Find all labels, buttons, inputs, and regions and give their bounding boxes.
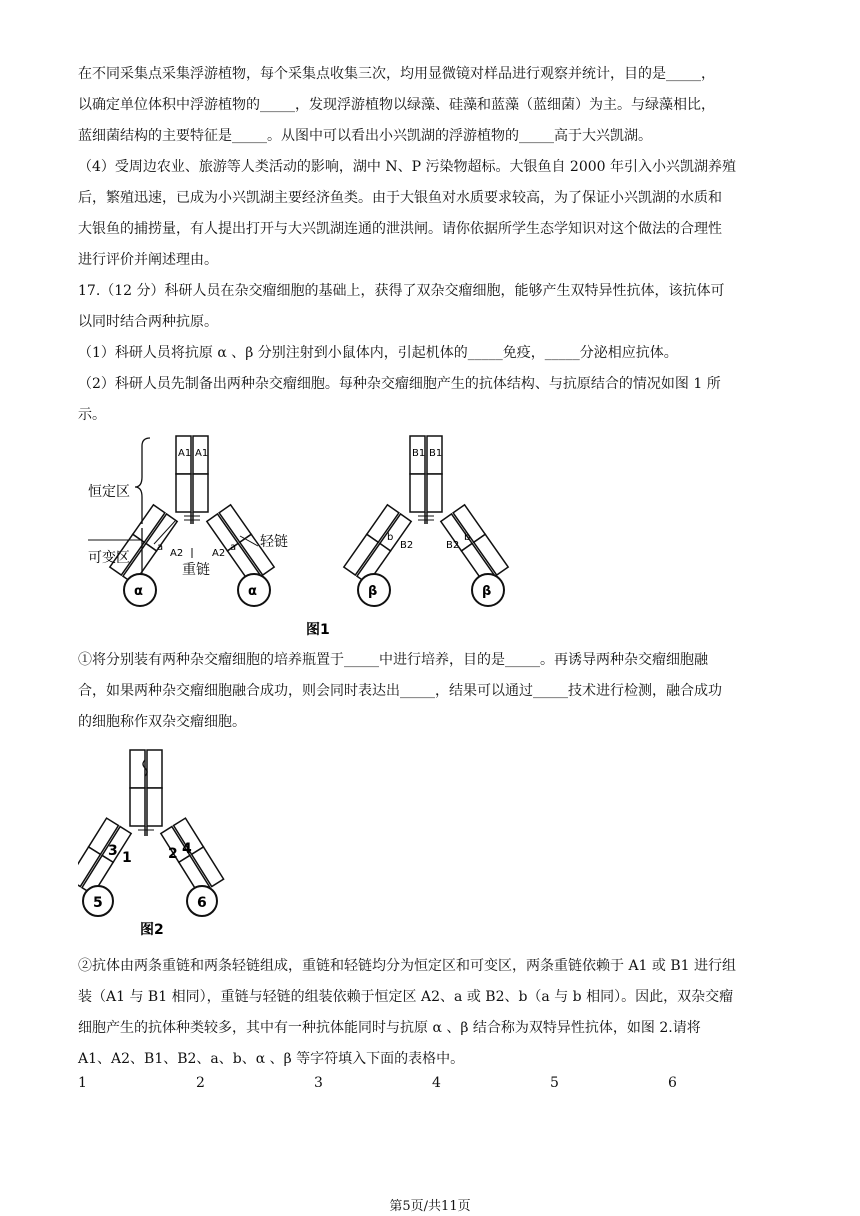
table-header-cell: 2 xyxy=(196,1075,205,1091)
label-a-right: a xyxy=(230,542,237,553)
bispecific-antibody xyxy=(78,750,224,916)
fig2-number-1: 1 xyxy=(122,850,132,866)
question-17-heading: 17.（12 分）科研人员在杂交瘤细胞的基础上，获得了双杂交瘤细胞，能够产生双特异性抗体，该抗体可 xyxy=(78,283,725,299)
text-line: 的细胞称作双杂交瘤细胞。 xyxy=(78,714,246,730)
text-line: A1、A2、B1、B2、a、b、α 、β 等字符填入下面的表格中。 xyxy=(78,1051,465,1067)
text-line: 合，如果两种杂交瘤细胞融合成功，则会同时表达出_____，结果可以通过_____技术进行检测，融合成功 xyxy=(78,683,722,699)
fig2-number-2: 2 xyxy=(168,846,178,862)
text-line: 大银鱼的捕捞量，有人提出打开与大兴凯湖连通的泄洪闸。请你依据所学生态学知识对这个做法的合理性 xyxy=(78,221,722,237)
label-B2-right: B2 xyxy=(446,540,460,551)
table-header-cell: 5 xyxy=(550,1075,559,1091)
text-line: 以确定单位体积中浮游植物的_____，发现浮游植物以绿藻、硅藻和蓝藻（蓝细菌）为主。与绿藻相比， xyxy=(78,97,715,113)
text-line: 细胞产生的抗体种类较多，其中有一种抗体能同时与抗原 α 、β 结合称为双特异性抗体，如图 2.请将 xyxy=(78,1020,701,1036)
table-header-cell: 4 xyxy=(432,1075,441,1091)
table-header-cell: 1 xyxy=(78,1075,87,1091)
label-light-chain: 轻链 xyxy=(260,534,288,550)
fig2-number-4: 4 xyxy=(182,841,192,857)
page-footer: 第5页/共11页 xyxy=(389,1199,471,1214)
text-line: 进行评价并阐述理由。 xyxy=(78,252,218,268)
text-line: 在不同采集点采集浮游植物，每个采集点收集三次，均用显微镜对样品进行观察并统计，目的是_____， xyxy=(78,66,715,82)
antigen-beta-left: β xyxy=(368,584,378,599)
answer-table-header xyxy=(78,1075,778,1095)
text-line: （2）科研人员先制备出两种杂交瘤细胞。每种杂交瘤细胞产生的抗体结构、与抗原结合的情况如图 1 所 xyxy=(78,376,721,392)
figure-2 xyxy=(78,744,248,944)
text-line: 后，繁殖迅速，已成为小兴凯湖主要经济鱼类。由于大银鱼对水质要求较高，为了保证小兴凯湖的水质和 xyxy=(78,190,722,206)
text-line: （1）科研人员将抗原 α 、β 分别注射到小鼠体内，引起机体的_____免疫，_____分泌相应抗体。 xyxy=(78,345,678,361)
label-variable-region: 可变区 xyxy=(88,550,130,566)
text-line: 蓝细菌结构的主要特征是_____。从图中可以看出小兴凯湖的浮游植物的_____高于大兴凯湖。 xyxy=(78,128,652,144)
label-a-left: a xyxy=(157,542,164,553)
table-header-cell: 6 xyxy=(668,1075,677,1091)
label-B1-left: B1 xyxy=(412,448,426,459)
label-A1-left: A1 xyxy=(178,448,192,459)
table-header-cell: 3 xyxy=(314,1075,323,1091)
figure-2-caption: 图2 xyxy=(140,922,164,938)
text-line: 装（A1 与 B1 相同），重链与轻链的组装依赖于恒定区 A2、a 或 B2、b（a 与 b 相同）。因此，双杂交瘤 xyxy=(78,989,734,1005)
label-A1-right: A1 xyxy=(195,448,209,459)
antigen-beta-right: β xyxy=(482,584,492,599)
label-b-left: b xyxy=(387,532,394,543)
fig2-number-6: 6 xyxy=(197,895,207,911)
label-B2-left: B2 xyxy=(400,540,414,551)
text-line: （4）受周边农业、旅游等人类活动的影响，湖中 N、P 污染物超标。大银鱼自 2000 年引入小兴凯湖养殖 xyxy=(78,159,737,175)
fig2-number-5: 5 xyxy=(93,895,103,911)
text-line: ②抗体由两条重链和两条轻链组成，重链和轻链均分为恒定区和可变区，两条重链依赖于 A1 或 B1 进行组 xyxy=(78,958,737,974)
antigen-alpha-right: α xyxy=(248,584,257,599)
label-constant-region: 恒定区 xyxy=(88,484,130,500)
label-B1-right: B1 xyxy=(429,448,443,459)
antibody-alpha xyxy=(110,436,274,606)
figure-1-caption: 图1 xyxy=(306,622,330,638)
text-line: ①将分别装有两种杂交瘤细胞的培养瓶置于_____中进行培养，目的是_____。再诱导两种杂交瘤细胞融 xyxy=(78,652,708,668)
fig2-number-3: 3 xyxy=(108,843,118,859)
label-A2-right: A2 xyxy=(212,548,226,559)
label-heavy-chain: 重链 xyxy=(182,562,210,578)
label-b-right: b xyxy=(464,532,471,543)
antigen-alpha-left: α xyxy=(134,584,143,599)
text-line: 示。 xyxy=(78,407,106,423)
antibody-beta xyxy=(344,436,508,606)
label-A2-left: A2 xyxy=(170,548,184,559)
text-line: 以同时结合两种抗原。 xyxy=(78,314,218,330)
figure-1 xyxy=(80,432,520,642)
